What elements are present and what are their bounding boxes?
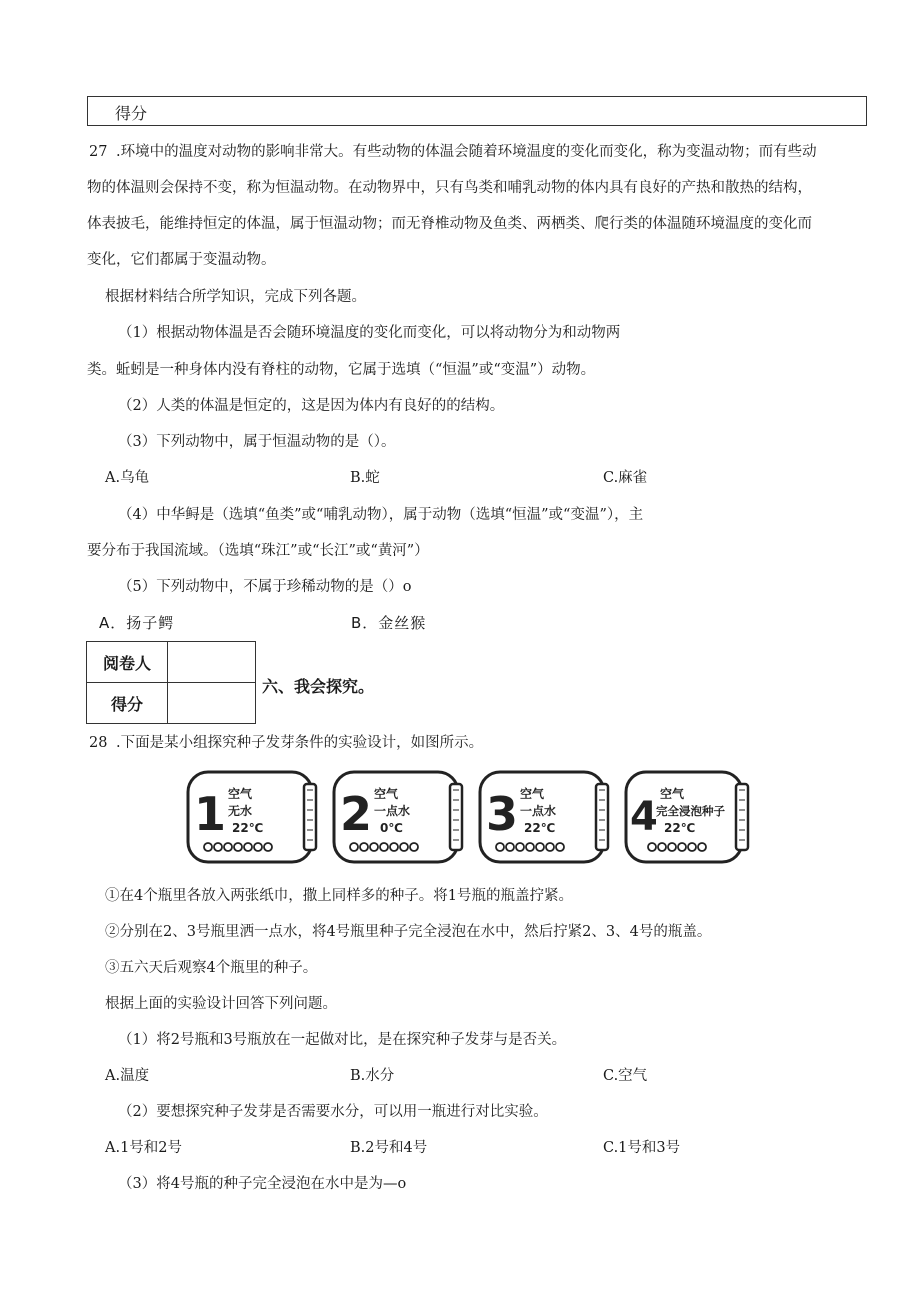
q27-sub5-option-b[interactable]: B．金丝猴: [351, 614, 427, 632]
jars-figure: [186, 768, 758, 866]
q27-sub4-line1: （4）中华鲟是（选填“鱼类”或“哺乳动物），属于动物（选填“恒温”或“变温”），主: [118, 507, 644, 523]
jar-2-number: 2: [340, 787, 373, 841]
q28-sub2-option-c[interactable]: C.1号和3号: [603, 1140, 681, 1156]
q28-sub1-option-b[interactable]: B.水分: [350, 1068, 395, 1084]
score-header-box: [87, 96, 867, 126]
jar-1-line-2: 无水: [228, 804, 253, 818]
score-header-label: 得分: [115, 104, 148, 123]
jar-3: [480, 772, 608, 862]
jar-3-line-2: 一点水: [520, 804, 557, 818]
jar-1-line-1: 空气: [228, 787, 253, 801]
q27-sub3-option-c[interactable]: C.麻雀: [603, 470, 648, 486]
q27-sub1-line1: （1）根据动物体温是否会随环境温度的变化而变化，可以将动物分为和动物两: [118, 325, 621, 341]
q28-sub1: （1）将2号瓶和3号瓶放在一起做对比，是在探究种子发芽与是否关。: [118, 1032, 567, 1048]
q27-sub5-option-a[interactable]: A．扬子鳄: [99, 614, 175, 632]
q28-sub1-option-a[interactable]: A.温度: [105, 1068, 150, 1084]
q27-sub3-option-b[interactable]: B.蛇: [350, 470, 380, 486]
jar-2-line-1: 空气: [374, 787, 399, 801]
q28-intro: .下面是某小组探究种子发芽条件的实验设计，如图所示。: [116, 735, 484, 751]
q28-sub1-option-c[interactable]: C.空气: [603, 1068, 648, 1084]
jar-4: [626, 772, 748, 862]
jar-2: [334, 772, 462, 862]
q28-step-1: ①在4个瓶里各放入两张纸巾，撒上同样多的种子。将1号瓶的瓶盖拧紧。: [105, 888, 573, 904]
jar-3-line-1: 空气: [520, 787, 545, 801]
q27-number: 27: [89, 144, 108, 160]
grader-input-cell[interactable]: [168, 642, 256, 683]
jar-3-number: 3: [486, 787, 519, 841]
q28-step-3: ③五六天后观察4个瓶里的种子。: [105, 960, 318, 976]
grader-table: [86, 641, 256, 724]
q27-sub3: （3）下列动物中，属于恒温动物的是（）。: [118, 434, 396, 450]
q27-sub3-option-a[interactable]: A.乌龟: [105, 470, 150, 486]
jar-1: [188, 772, 316, 862]
q28-sub3: （3）将4号瓶的种子完全浸泡在水中是为—o: [118, 1176, 407, 1192]
q27-para-line-2: 物的体温则会保持不变，称为恒温动物。在动物界中，只有鸟类和哺乳动物的体内具有良好的产热和散热的结构，: [87, 180, 812, 196]
score-label: 得分: [87, 683, 168, 724]
jar-1-line-3: 22℃: [232, 821, 264, 835]
jar-4-line-3: 22℃: [664, 821, 696, 835]
q27-instruction: 根据材料结合所学知识，完成下列各题。: [105, 289, 366, 305]
q28-number: 28: [89, 735, 108, 751]
q28-instruction: 根据上面的实验设计回答下列问题。: [105, 996, 337, 1012]
jar-4-line-2: 完全浸泡种子: [656, 804, 725, 818]
q28-sub2-option-b[interactable]: B.2号和4号: [350, 1140, 428, 1156]
jar-2-line-3: 0℃: [380, 821, 403, 835]
q28-sub2-option-a[interactable]: A.1号和2号: [105, 1140, 183, 1156]
jar-4-number: 4: [630, 794, 658, 840]
q27-para-line-1: .环境中的温度对动物的影响非常大。有些动物的体温会随着环境温度的变化而变化，称为变温动物；而有些动: [116, 144, 817, 160]
jar-1-number: 1: [194, 787, 227, 841]
q27-sub1-line2: 类。蚯蚓是一种身体内没有脊柱的动物，它属于选填（“恒温”或“变温”）动物。: [87, 362, 596, 378]
jar-4-line-1: 空气: [660, 787, 685, 801]
grader-label: 阅卷人: [87, 642, 168, 683]
q27-para-line-4: 变化，它们都属于变温动物。: [87, 252, 276, 268]
score-input-cell[interactable]: [168, 683, 256, 724]
jar-3-line-3: 22℃: [524, 821, 556, 835]
q28-sub2: （2）要想探究种子发芽是否需要水分，可以用一瓶进行对比实验。: [118, 1104, 548, 1120]
q28-step-2: ②分别在2、3号瓶里洒一点水，将4号瓶里种子完全浸泡在水中，然后拧紧2、3、4号的瓶盖。: [105, 924, 712, 940]
q27-para-line-3: 体表披毛，能维持恒定的体温，属于恒温动物；而无脊椎动物及鱼类、两栖类、爬行类的体温随环境温度的变化而: [87, 216, 812, 232]
q27-sub2: （2）人类的体温是恒定的，这是因为体内有良好的的结构。: [118, 398, 505, 414]
q27-sub4-line2: 要分布于我国流域。（选填“珠江”或“长江”或“黄河”）: [87, 543, 429, 559]
jar-2-line-2: 一点水: [374, 804, 411, 818]
q27-sub5: （5）下列动物中，不属于珍稀动物的是（）o: [118, 579, 412, 595]
section-title: 六、我会探究。: [262, 677, 375, 696]
